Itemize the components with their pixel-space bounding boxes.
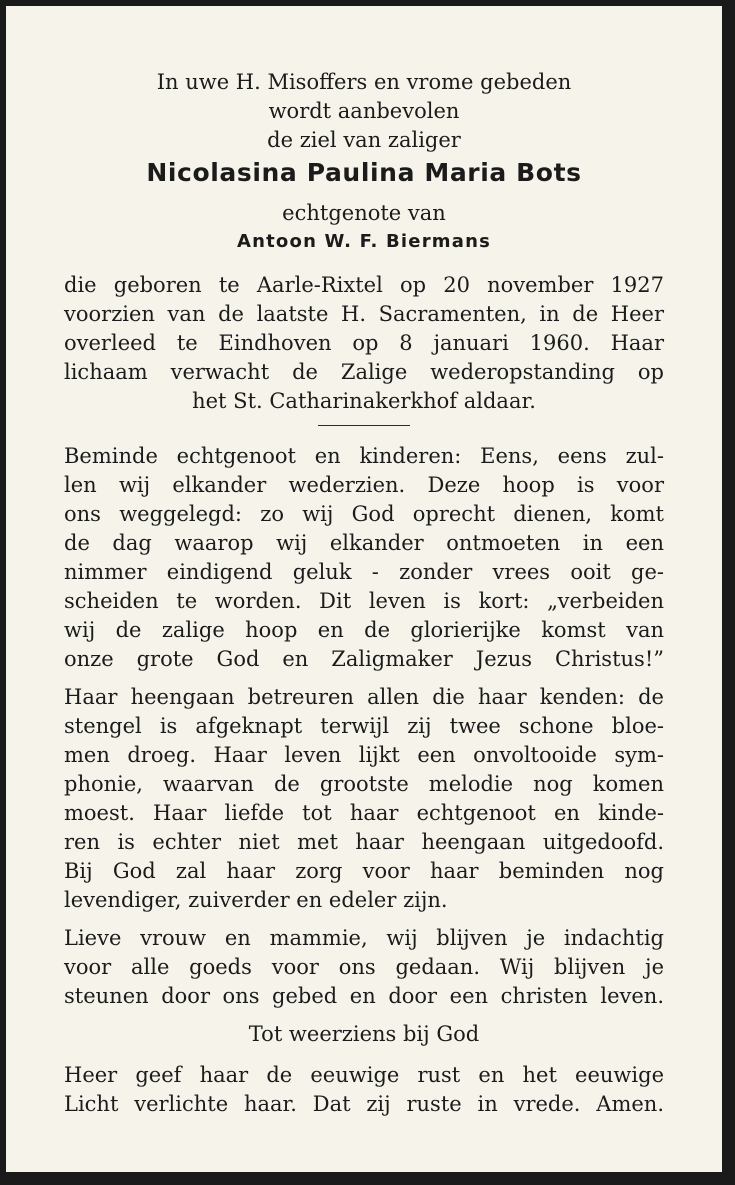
- prayer: [64, 1061, 664, 1119]
- memorial-card: [6, 6, 722, 1172]
- paragraph-line: scheiden te worden. Dit leven is kort: „verbeiden: [64, 589, 664, 613]
- spouse-intro: echtgenote van: [282, 201, 446, 225]
- paragraph-1: [64, 442, 664, 674]
- deceased-name: Nicolasina Paulina Maria Bots: [146, 158, 582, 187]
- biography: [64, 271, 664, 416]
- paragraph-line: onze grote God en Zaligmaker Jezus Christus!”: [64, 647, 664, 671]
- prayer-line: Licht verlichte haar. Dat zij ruste in vrede. Amen.: [64, 1092, 664, 1116]
- paragraph-line: levendiger, zuiverder en edeler zijn.: [64, 888, 448, 912]
- prayer-line: Heer geef haar de eeuwige rust en het eeuwige: [64, 1063, 664, 1087]
- paragraph-line: ren is echter niet met haar heengaan uitgedoofd.: [64, 830, 664, 854]
- paragraph-line: Haar heengaan betreuren allen die haar kenden: de: [64, 685, 664, 709]
- spouse-block: [64, 199, 664, 256]
- header-block: [64, 68, 664, 155]
- spouse-name: Antoon W. F. Biermans: [236, 231, 491, 252]
- paragraph-line: wij de zalige hoop en de glorierijke komst van: [64, 618, 664, 642]
- paragraph-line: len wij elkander wederzien. Deze hoop is voor: [64, 473, 664, 497]
- header-line-2: wordt aanbevolen: [268, 99, 460, 123]
- paragraph-line: men droeg. Haar leven lijkt een onvoltooide sym-: [64, 743, 664, 767]
- farewell-block: [64, 1020, 664, 1049]
- name-block: [64, 156, 664, 190]
- paragraph-2: [64, 683, 664, 915]
- paragraph-line: voor alle goeds voor ons gedaan. Wij blijven je: [64, 955, 664, 979]
- biography-line: lichaam verwacht de Zalige wederopstanding op: [64, 360, 664, 384]
- divider: [318, 425, 410, 426]
- farewell: Tot weerziens bij God: [248, 1022, 480, 1046]
- header-line-3: de ziel van zaliger: [267, 128, 461, 152]
- paragraph-line: nimmer eindigend geluk - zonder vrees ooit ge-: [64, 560, 664, 584]
- header-line-1: In uwe H. Misoffers en vrome gebeden: [156, 70, 572, 94]
- paragraph-line: Bij God zal haar zorg voor haar beminden nog: [64, 859, 664, 883]
- biography-line: het St. Catharinakerkhof aldaar.: [192, 389, 536, 413]
- biography-line: die geboren te Aarle-Rixtel op 20 november 1927: [64, 273, 664, 297]
- paragraph-line: de dag waarop wij elkander ontmoeten in een: [64, 531, 664, 555]
- paragraph-line: moest. Haar liefde tot haar echtgenoot en kinde-: [64, 801, 664, 825]
- biography-line: voorzien van de laatste H. Sacramenten, in de Heer: [64, 302, 664, 326]
- paragraph-line: phonie, waarvan de grootste melodie nog komen: [64, 772, 664, 796]
- paragraph-3: [64, 924, 664, 1011]
- paragraph-line: ons weggelegd: zo wij God oprecht dienen, komt: [64, 502, 664, 526]
- paragraph-line: stengel is afgeknapt terwijl zij twee schone bloe-: [64, 714, 664, 738]
- biography-line: overleed te Eindhoven op 8 januari 1960. Haar: [64, 331, 664, 355]
- paragraph-line: Beminde echtgenoot en kinderen: Eens, eens zul-: [64, 444, 664, 468]
- paragraph-line: steunen door ons gebed en door een christen leven.: [64, 984, 664, 1008]
- paragraph-line: Lieve vrouw en mammie, wij blijven je indachtig: [64, 926, 664, 950]
